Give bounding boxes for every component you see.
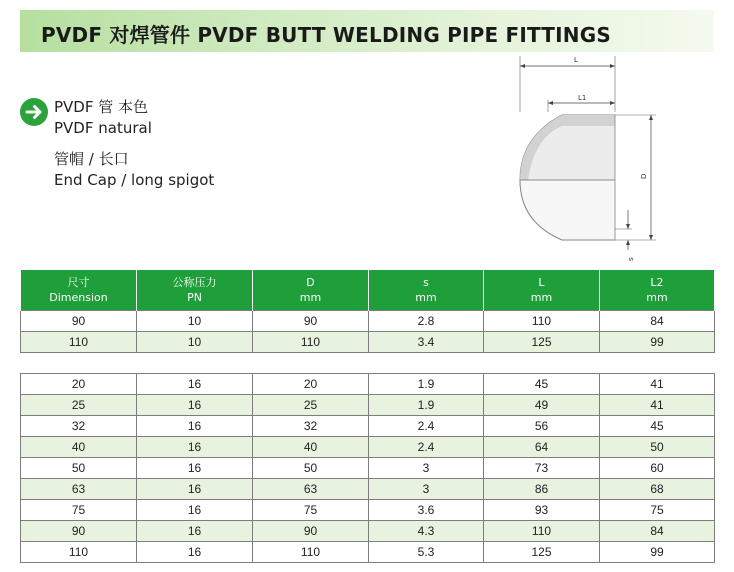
cell-dimension: 110 [21,542,137,563]
cell-pn: 16 [137,500,253,521]
drawing-label-L1: L1 [578,94,587,102]
cell-s: 1.9 [369,374,484,395]
table-row [21,542,715,563]
table-header-row [21,270,715,311]
table-row [21,458,715,479]
cell-dimension: 40 [21,437,137,458]
cell-l: 49 [484,395,600,416]
cell-l2: 99 [600,542,715,563]
cell-l: 86 [484,479,600,500]
table-row [21,311,715,332]
cell-d: 50 [253,458,369,479]
page-title: PVDF 对焊管件 PVDF BUTT WELDING PIPE FITTINGS [41,23,611,47]
cell-d: 90 [253,521,369,542]
cell-s: 5.3 [369,542,484,563]
cell-d: 32 [253,416,369,437]
cell-pn: 10 [137,311,253,332]
cell-s: 3 [369,458,484,479]
cell-l2: 41 [600,395,715,416]
cell-dimension: 25 [21,395,137,416]
cell-d: 40 [253,437,369,458]
cell-d: 110 [253,332,369,353]
cell-pn: 16 [137,479,253,500]
header-s: s mm [369,270,484,311]
table-row [21,500,715,521]
cell-l: 125 [484,542,600,563]
table-row [21,479,715,500]
cell-d: 25 [253,395,369,416]
cell-s: 3.4 [369,332,484,353]
cell-dimension: 90 [21,311,137,332]
cell-l2: 60 [600,458,715,479]
cell-l: 64 [484,437,600,458]
cell-dimension: 63 [21,479,137,500]
cell-l2: 41 [600,374,715,395]
cell-d: 75 [253,500,369,521]
cell-dimension: 90 [21,521,137,542]
cell-s: 2.4 [369,437,484,458]
table-row [21,374,715,395]
cell-l: 110 [484,311,600,332]
cell-dimension: 75 [21,500,137,521]
cell-s: 4.3 [369,521,484,542]
cell-d: 63 [253,479,369,500]
header-l: L mm [484,270,600,311]
cell-d: 20 [253,374,369,395]
cell-l2: 68 [600,479,715,500]
cell-pn: 16 [137,437,253,458]
cell-dimension: 20 [21,374,137,395]
drawing-label-L: L [574,56,578,64]
product-type-en: End Cap / long spigot [54,171,215,189]
title-banner [20,10,714,52]
table-row [21,437,715,458]
table-row [21,395,715,416]
cell-l: 45 [484,374,600,395]
arrow-right-icon [20,98,48,126]
table-row [21,521,715,542]
end-cap-drawing [508,52,668,264]
cell-l2: 84 [600,311,715,332]
cell-l: 125 [484,332,600,353]
cell-l2: 50 [600,437,715,458]
cell-l2: 75 [600,500,715,521]
cell-pn: 10 [137,332,253,353]
product-type-cn: 管帽 / 长口 [54,150,129,168]
cell-pn: 16 [137,521,253,542]
cell-dimension: 110 [21,332,137,353]
cell-s: 2.4 [369,416,484,437]
header-pn: 公称压力 PN [137,270,253,311]
cell-l: 110 [484,521,600,542]
product-material-en: PVDF natural [54,119,152,137]
cell-dimension: 32 [21,416,137,437]
cell-pn: 16 [137,542,253,563]
cell-pn: 16 [137,416,253,437]
header-l2: L2 mm [600,270,715,311]
cell-pn: 16 [137,395,253,416]
table-row [21,416,715,437]
header-d: D mm [253,270,369,311]
cell-l: 93 [484,500,600,521]
header-dimension: 尺寸 Dimension [21,270,137,311]
drawing-label-s: s [627,257,635,261]
cell-dimension: 50 [21,458,137,479]
cell-pn: 16 [137,374,253,395]
cell-s: 2.8 [369,311,484,332]
drawing-label-D: D [640,173,648,179]
table-row [21,332,715,353]
cell-d: 90 [253,311,369,332]
cell-l2: 45 [600,416,715,437]
cell-d: 110 [253,542,369,563]
cell-s: 1.9 [369,395,484,416]
cell-s: 3 [369,479,484,500]
cell-l: 73 [484,458,600,479]
product-material-cn: PVDF 管 本色 [54,98,149,116]
dimension-table-pn16 [20,373,715,563]
cell-l2: 84 [600,521,715,542]
cell-s: 3.6 [369,500,484,521]
dimension-table-pn10 [20,270,715,353]
cell-l: 56 [484,416,600,437]
cell-pn: 16 [137,458,253,479]
cell-l2: 99 [600,332,715,353]
